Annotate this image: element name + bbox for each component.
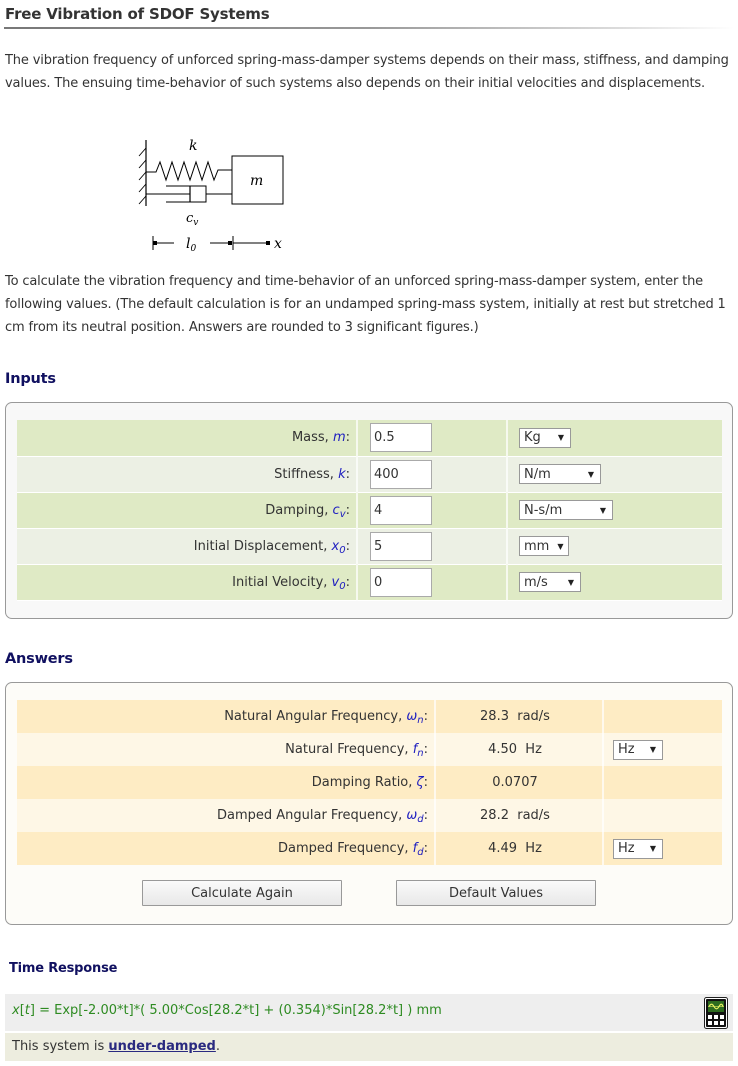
chevron-down-icon: ▼	[587, 469, 594, 479]
damping-label: Damping, $c_v$:	[17, 492, 357, 528]
inputs-panel	[5, 402, 733, 619]
displacement-unit-select[interactable]: mm ▼	[519, 536, 569, 556]
damping-unit-select[interactable]: N-s/m ▼	[519, 500, 613, 520]
mass-input[interactable]	[370, 423, 432, 452]
answer-row-natural-angular-frequency	[17, 700, 722, 733]
stiffness-unit-select[interactable]: N/m ▼	[519, 464, 601, 484]
input-row-stiffness	[17, 456, 722, 492]
chevron-down-icon: ▼	[599, 505, 606, 515]
answer-row-natural-frequency	[17, 733, 722, 766]
stiffness-input[interactable]	[370, 460, 432, 489]
initial-displacement-label: Initial Displacement, $x_0$:	[17, 528, 357, 564]
axis-x-label: x	[274, 236, 282, 252]
damping-status-text: This system is under-damped.	[12, 1039, 220, 1054]
mass-m-label: m	[250, 173, 264, 189]
damped-angular-frequency-label: Damped Angular Frequency, $\omega_d$:	[17, 799, 435, 832]
chevron-down-icon: ▼	[557, 433, 564, 443]
time-response-formula: x[t] = Exp[-2.00*t]*( 5.00*Cos[28.2*t] + (0.354)*Sin[28.2*t] ) mm	[12, 1003, 442, 1018]
mass-label: Mass, m:	[17, 420, 357, 456]
initial-velocity-label: Initial Velocity, $v_0$:	[17, 564, 357, 600]
time-response-formula-box	[5, 994, 733, 1031]
damped-frequency-value: 4.49 Hz	[435, 832, 603, 865]
time-response-heading: Time Response	[9, 961, 118, 976]
initial-displacement-input[interactable]	[370, 532, 432, 561]
answer-row-damped-frequency	[17, 832, 722, 865]
natural-frequency-value: 4.50 Hz	[435, 733, 603, 766]
damping-ratio-value: 0.0707	[435, 766, 603, 799]
input-row-initial-velocity	[17, 564, 722, 600]
mass-unit-select[interactable]: Kg ▼	[519, 428, 571, 448]
page-title: Free Vibration of SDOF Systems	[5, 5, 270, 23]
velocity-unit-select[interactable]: m/s ▼	[519, 572, 581, 592]
natural-frequency-unit-select[interactable]: Hz ▼	[613, 740, 663, 760]
chevron-down-icon: ▼	[649, 745, 656, 754]
answer-row-damped-angular-frequency	[17, 799, 722, 832]
answers-panel	[5, 682, 733, 925]
graphing-calculator-icon[interactable]	[704, 997, 728, 1029]
chevron-down-icon: ▼	[649, 844, 656, 853]
spring-k-label: k	[189, 138, 198, 154]
natural-angular-frequency-value: 28.3 rad/s	[435, 700, 603, 733]
answers-table	[17, 700, 722, 865]
damping-ratio-label: Damping Ratio, ζ:	[17, 766, 435, 799]
intro-paragraph: The vibration frequency of unforced spring-mass-damper systems depends on their mass, stiffness, and damping values. The ensuing time-behavior of such systems also depends on their initial velocities and displacements.	[5, 53, 729, 91]
damping-input[interactable]	[370, 496, 432, 525]
damped-angular-frequency-value: 28.2 rad/s	[435, 799, 603, 832]
chevron-down-icon: ▼	[567, 577, 574, 587]
damper-c-label: $c_v$	[186, 211, 199, 228]
title-divider	[4, 27, 734, 29]
spring-mass-damper-diagram	[136, 130, 296, 255]
initial-velocity-input[interactable]	[370, 568, 432, 597]
stiffness-label: Stiffness, k:	[17, 456, 357, 492]
chevron-down-icon: ▼	[557, 541, 564, 551]
input-row-initial-displacement	[17, 528, 722, 564]
input-row-mass	[17, 420, 722, 456]
answer-row-damping-ratio	[17, 766, 722, 799]
default-values-button[interactable]: Default Values	[396, 880, 596, 906]
answers-heading: Answers	[5, 651, 73, 667]
damped-frequency-unit-select[interactable]: Hz ▼	[613, 839, 663, 859]
length-l0-label: $l_0$	[186, 236, 197, 254]
input-row-damping	[17, 492, 722, 528]
natural-frequency-label: Natural Frequency, $f_n$:	[17, 733, 435, 766]
damped-frequency-label: Damped Frequency, $f_d$:	[17, 832, 435, 865]
inputs-heading: Inputs	[5, 371, 56, 387]
natural-angular-frequency-label: Natural Angular Frequency, $\omega_n$:	[17, 700, 435, 733]
under-damped-link[interactable]: under-damped	[108, 1039, 216, 1054]
calculate-again-button[interactable]: Calculate Again	[142, 880, 342, 906]
instructions-paragraph: To calculate the vibration frequency and time-behavior of an unforced spring-mass-damper system, enter the following values. (The default calculation is for an undamped spring-mass system, initially at rest but stretched 1 cm from its neutral position. Answers are rounded to 3 significant figures.)	[5, 274, 726, 335]
damping-status-box	[5, 1033, 733, 1061]
inputs-table	[17, 420, 722, 601]
